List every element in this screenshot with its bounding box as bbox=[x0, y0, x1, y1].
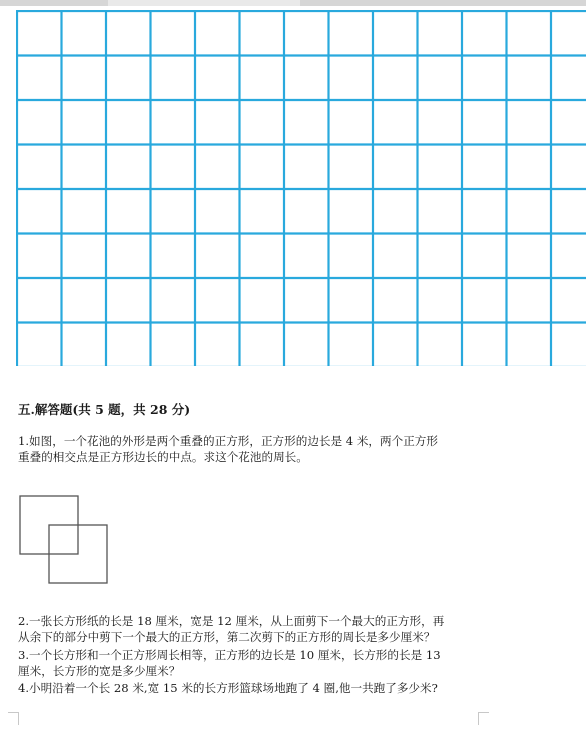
top-scroll-bar bbox=[0, 0, 586, 6]
question-3-line-1: 3.一个长方形和一个正方形周长相等，正方形的边长是 10 厘米，长方形的长是 13 bbox=[18, 648, 441, 662]
square-grid-paper bbox=[16, 10, 586, 366]
question-1-line-1: 1.如图，一个花池的外形是两个重叠的正方形，正方形的边长是 4 米，两个正方形 bbox=[18, 434, 438, 448]
question-3-line-2: 厘米，长方形的宽是多少厘米？ bbox=[18, 664, 181, 678]
overlapping-squares-figure bbox=[14, 488, 114, 584]
page-corner-mark-right bbox=[478, 712, 489, 725]
section-title: 五.解答题(共 5 题，共 28 分) bbox=[18, 402, 191, 417]
top-bar-segment bbox=[0, 0, 108, 6]
question-4-line-1: 4.小明沿着一个长 28 米,宽 15 米的长方形篮球场地跑了 4 圈,他一共跑了多少米? bbox=[18, 681, 438, 695]
overlap-region-dashed bbox=[49, 525, 78, 554]
question-1-line-2: 重叠的相交点是正方形边长的中点。求这个花池的周长。 bbox=[18, 450, 308, 464]
page-corner-mark-left bbox=[8, 712, 19, 725]
grid-lines bbox=[16, 10, 586, 366]
top-bar-segment bbox=[300, 0, 586, 6]
question-2-line-1: 2.一张长方形纸的长是 18 厘米，宽是 12 厘米，从上面剪下一个最大的正方形，再 bbox=[18, 614, 445, 628]
question-2-line-2: 从余下的部分中剪下一个最大的正方形，第二次剪下的正方形的周长是多少厘米？ bbox=[18, 630, 436, 644]
